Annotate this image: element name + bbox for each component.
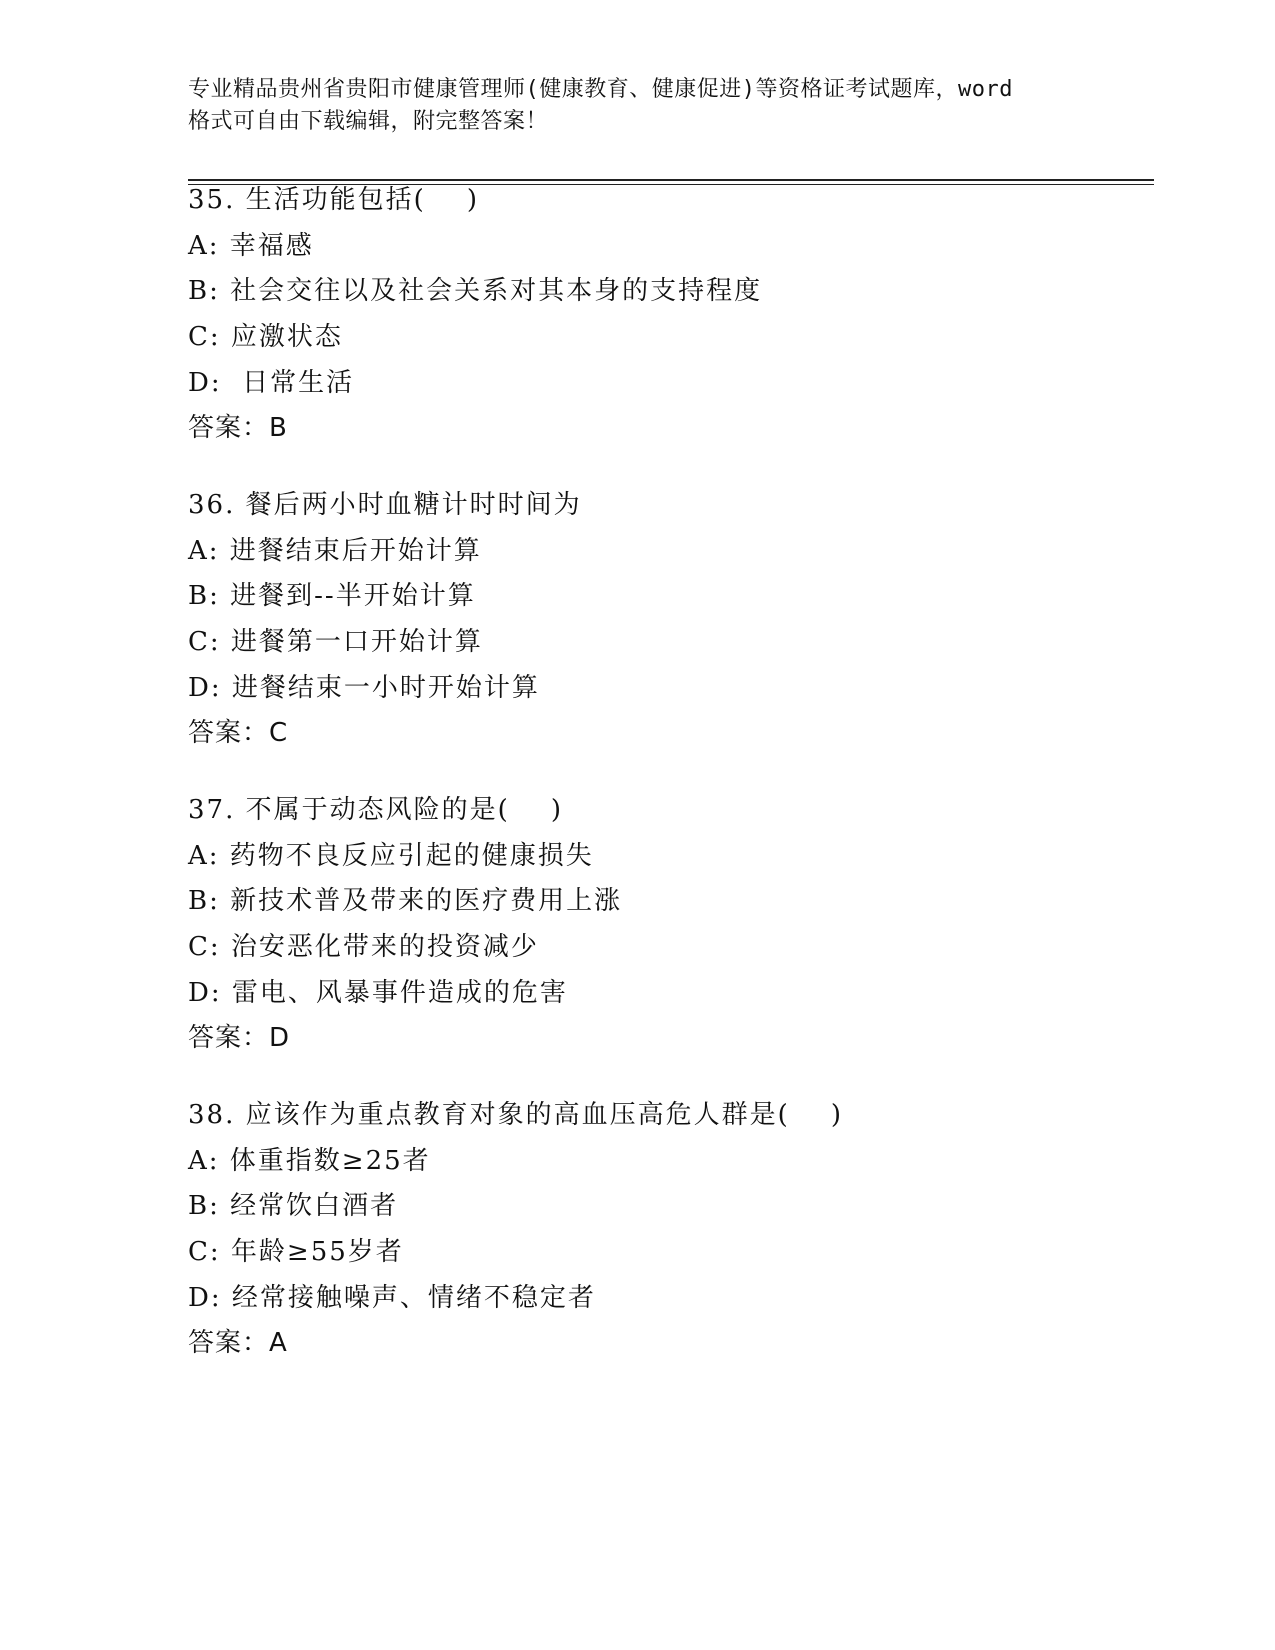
- option-b: B: 社会交往以及社会关系对其本身的支持程度: [188, 276, 763, 307]
- question-35: [188, 178, 1148, 452]
- answer-text: 答案：D: [188, 1023, 291, 1054]
- option-b: B: 进餐到--半开始计算: [188, 581, 476, 612]
- option-c: C: 进餐第一口开始计算: [188, 627, 483, 658]
- option-c: C: 年龄≥55岁者: [188, 1237, 404, 1268]
- option-a: A: 体重指数≥25者: [188, 1145, 431, 1176]
- option-a: A: 进餐结束后开始计算: [188, 535, 482, 566]
- option-c: C: 应激状态: [188, 322, 343, 353]
- question-stem: 36. 餐后两小时血糖计时时间为: [188, 490, 582, 520]
- answer-text: 答案：B: [188, 413, 288, 444]
- option-a: A: 药物不良反应引起的健康损失: [188, 840, 594, 871]
- question-stem: 38. 应该作为重点教育对象的高血压高危人群是( ): [188, 1100, 843, 1130]
- header-line-1: 专业精品贵州省贵阳市健康管理师(健康教育、健康促进)等资格证考试题库，word: [188, 77, 1013, 102]
- option-d: D: 进餐结束一小时开始计算: [188, 672, 540, 703]
- option-c: C: 治安恶化带来的投资减少: [188, 932, 539, 963]
- question-36: [188, 483, 1148, 757]
- option-d: D: 雷电、风暴事件造成的危害: [188, 977, 568, 1008]
- option-a: A: 幸福感: [188, 230, 314, 261]
- option-d: D: 经常接触噪声、情绪不稳定者: [188, 1282, 596, 1313]
- option-d: D: 日常生活: [188, 367, 355, 398]
- question-37: [188, 788, 1148, 1062]
- header-line-2: 格式可自由下载编辑，附完整答案！: [188, 109, 549, 134]
- option-b: B: 新技术普及带来的医疗费用上涨: [188, 886, 623, 917]
- answer-text: 答案：C: [188, 718, 289, 749]
- answer-text: 答案：A: [188, 1328, 288, 1359]
- document-header: [188, 74, 1088, 138]
- question-38: [188, 1093, 1148, 1367]
- option-b: B: 经常饮白酒者: [188, 1191, 399, 1222]
- question-stem: 35. 生活功能包括( ): [188, 185, 479, 215]
- question-stem: 37. 不属于动态风险的是( ): [188, 795, 563, 825]
